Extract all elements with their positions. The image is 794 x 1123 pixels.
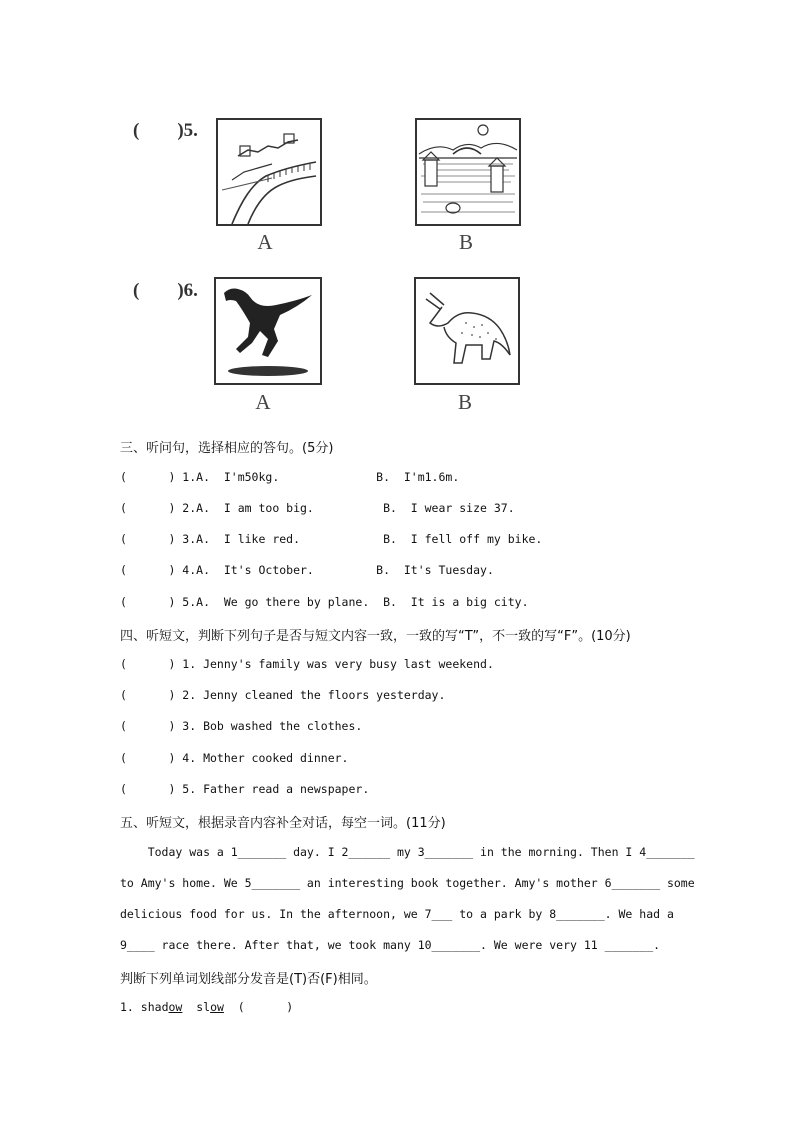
running-dinosaur-icon <box>214 277 322 385</box>
section-3-row-2: ( ) 2.A. I am too big. B. I wear size 37. <box>120 501 515 515</box>
word-shadow-stem: shad <box>140 1000 169 1014</box>
section-4-heading: 四、听短文，判断下列句子是否与短文内容一致，一致的写“T”，不一致的写“F”。(10分) <box>120 629 631 644</box>
section-4-row-4: ( ) 4. Mother cooked dinner. <box>120 751 349 765</box>
section-4-row-5: ( ) 5. Father read a newspaper. <box>120 782 370 796</box>
great-wall-icon <box>216 118 322 226</box>
section-5-line-1: Today was a 1_______ day. I 2______ my 3_______ in the morning. Then I 4_______ <box>120 845 695 859</box>
triceratops-icon <box>414 277 520 385</box>
section-4-row-1: ( ) 1. Jenny's family was very busy last weekend. <box>120 657 494 671</box>
question-5-option-a: A <box>257 230 273 254</box>
section-4-row-3: ( ) 3. Bob washed the clothes. <box>120 719 363 733</box>
section-3-row-4: ( ) 4.A. It's October. B. It's Tuesday. <box>120 563 494 577</box>
word-slow-underlined: ow <box>210 1000 224 1014</box>
section-5-heading: 五、听短文，根据录音内容补全对话，每空一词。(11分) <box>120 816 446 831</box>
answer-blank: ( ) <box>237 1000 294 1014</box>
question-6-option-b: B <box>457 390 472 414</box>
section-5-line-2: to Amy's home. We 5_______ an interesting book together. Amy's mother 6_______ some <box>120 876 695 890</box>
word-slow-stem: sl <box>196 1000 211 1014</box>
word-shadow-underlined: ow <box>168 1000 183 1014</box>
section-3-row-5: ( ) 5.A. We go there by plane. B. It is a big city. <box>120 595 529 609</box>
section-6-item-1 <box>120 1000 293 1014</box>
item-number: 1. <box>120 1000 134 1014</box>
question-6-option-a: A <box>255 390 271 414</box>
summer-palace-icon <box>415 118 521 226</box>
section-6-heading: 判断下列单词划线部分发音是(T)否(F)相同。 <box>120 972 377 987</box>
section-3-heading: 三、听问句，选择相应的答句。(5分) <box>120 441 334 456</box>
section-4-row-2: ( ) 2. Jenny cleaned the floors yesterday. <box>120 688 446 702</box>
section-5-line-3: delicious food for us. In the afternoon, we 7___ to a park by 8_______. We had a <box>120 907 674 921</box>
section-3-row-3: ( ) 3.A. I like red. B. I fell off my bike. <box>120 532 543 546</box>
section-3-row-1: ( ) 1.A. I'm50kg. B. I'm1.6m. <box>120 470 460 484</box>
question-5-option-b: B <box>458 230 473 254</box>
question-5-label: ( )5. <box>133 120 198 141</box>
section-5-line-4: 9____ race there. After that, we took many 10_______. We were very 11 _______. <box>120 938 661 952</box>
question-6-label: ( )6. <box>133 280 198 301</box>
